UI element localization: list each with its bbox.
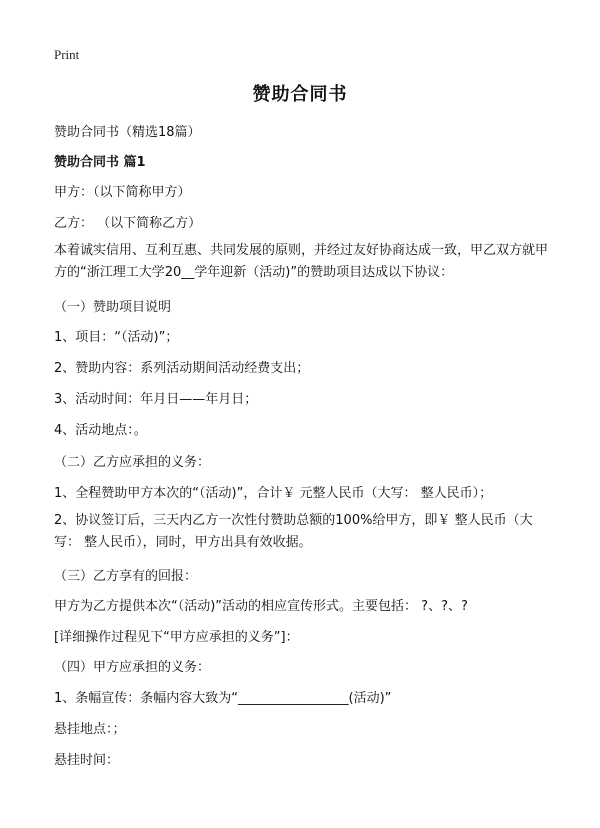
print-link[interactable]: Print [54, 47, 80, 62]
party-b-line: 乙方： （以下简称乙方） [54, 216, 202, 231]
banner-line: 1、条幅宣传：条幅内容大致为“_________________(活动)” [54, 691, 392, 706]
document-title: 赞助合同书 [252, 84, 348, 105]
section-title: 赞助合同书 篇1 [54, 155, 146, 170]
reward-line: 甲方为乙方提供本次“（活动)”活动的相应宣传形式。主要包括： ?、?、? [54, 599, 468, 614]
item-time: 3、活动时间：年月日——年月日； [54, 392, 258, 407]
duty-1: 1、全程赞助甲方本次的“（活动)”，合计￥ 元整人民币（大写： 整人民币）； [54, 486, 493, 501]
document-subtitle: 赞助合同书（精选18篇） [54, 125, 201, 140]
section-2-heading: （二）乙方应承担的义务： [54, 455, 211, 470]
hang-time-line: 悬挂时间： [54, 753, 120, 768]
intro-paragraph: 本着诚实信用、互利互惠、共同发展的原则，并经过友好协商达成一致，甲乙双方就甲方的“浙江理工大学20__学年迎新（活动)”的赞助项目达成以下协议： [54, 243, 549, 280]
section-1-heading: （一）赞助项目说明 [54, 300, 172, 315]
duty-2: 2、协议签订后，三天内乙方一次性付赞助总额的100%给甲方，即￥ 整人民币（大写： 整人民币），同时，甲方出具有效收据。 [54, 513, 533, 550]
item-project: 1、项目：“（活动)”； [54, 330, 179, 345]
hang-place-line: 悬挂地点：； [54, 722, 126, 737]
party-a-line: 甲方：（以下简称甲方） [54, 185, 191, 200]
item-content: 2、赞助内容：系列活动期间活动经费支出； [54, 361, 310, 376]
item-place: 4、活动地点：。 [54, 423, 147, 438]
reward-note: [详细操作过程见下“甲方应承担的义务”]： [54, 630, 299, 645]
section-3-heading: （三）乙方享有的回报： [54, 569, 198, 584]
section-4-heading: （四）甲方应承担的义务： [54, 660, 211, 675]
